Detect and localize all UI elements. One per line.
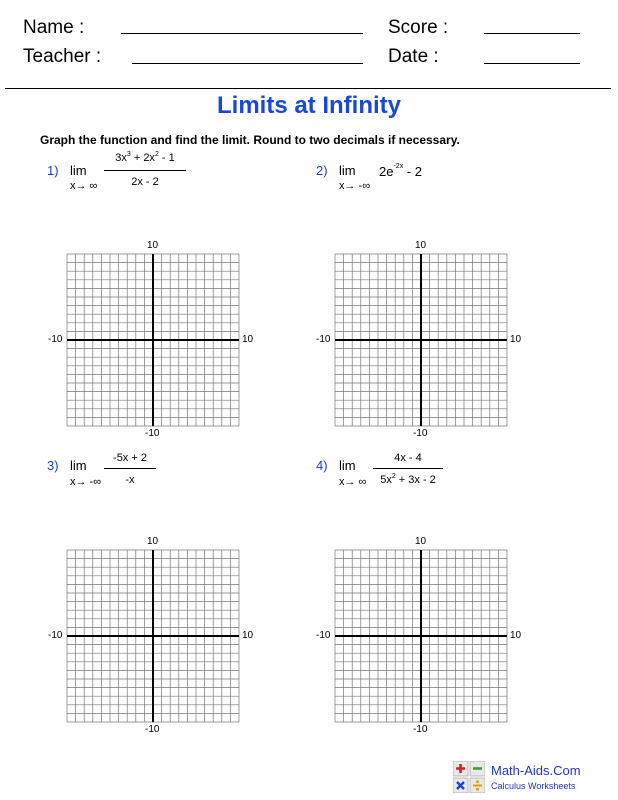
numerator: $3x^3 + 2x^2 - 1$: [115, 151, 175, 164]
problem-number: 2): [316, 163, 328, 178]
name-label: Name :: [23, 17, 85, 38]
header-separator: [5, 88, 611, 89]
expression: $2e^{-2x} - 2$: [379, 163, 422, 179]
grid-label-bottom: -10: [145, 428, 160, 439]
fraction-bar: [104, 170, 186, 171]
grid-label-top: 10: [415, 240, 427, 251]
denominator: $5x^2 + 3x - 2$: [380, 473, 436, 486]
name-line: [121, 33, 363, 34]
grid-label-right: 10: [242, 334, 254, 345]
lim-label: lim: [339, 163, 356, 178]
footer-site: Math-Aids.Com: [491, 763, 581, 778]
grid-label-right: 10: [510, 630, 522, 641]
page-title: Limits at Infinity: [216, 92, 401, 119]
lim-label: lim: [70, 458, 87, 473]
date-label: Date :: [388, 46, 439, 67]
grid-label-right: 10: [242, 630, 254, 641]
grid-label-bottom: -10: [413, 724, 428, 735]
grid-label-left: -10: [316, 630, 331, 641]
teacher-label: Teacher :: [23, 46, 102, 67]
denominator: 2x - 2: [131, 176, 159, 188]
date-line: [484, 63, 580, 64]
lim-subscript: x→ -∞: [339, 180, 371, 192]
teacher-line: [132, 63, 363, 64]
denominator: -x: [125, 474, 135, 486]
grid-label-top: 10: [415, 536, 427, 547]
fraction-bar: [104, 468, 156, 469]
grid-label-bottom: -10: [413, 428, 428, 439]
grid-label-left: -10: [316, 334, 331, 345]
grid-label-bottom: -10: [145, 724, 160, 735]
lim-subscript: x→ ∞: [70, 180, 98, 192]
lim-label: lim: [70, 163, 87, 178]
grid-label-top: 10: [147, 536, 159, 547]
grid-label-left: -10: [48, 630, 63, 641]
score-label: Score :: [388, 17, 449, 38]
math-aids-logo-icon: [453, 761, 485, 798]
grid-label-right: 10: [510, 334, 522, 345]
instructions: Graph the function and find the limit. Round to two decimals if necessary.: [40, 133, 460, 147]
numerator: 4x - 4: [394, 452, 422, 464]
problem-number: 3): [47, 458, 59, 473]
lim-label: lim: [339, 458, 356, 473]
numerator: -5x + 2: [113, 452, 147, 464]
fraction-bar: [373, 468, 443, 469]
grid-label-left: -10: [48, 334, 63, 345]
footer-subtitle: Calculus Worksheets: [491, 781, 576, 791]
problem-number: 4): [316, 458, 328, 473]
grid-label-top: 10: [147, 240, 159, 251]
lim-subscript: x→ ∞: [339, 476, 367, 488]
lim-subscript: x→ -∞: [70, 476, 102, 488]
problem-number: 1): [47, 163, 59, 178]
score-line: [484, 33, 580, 34]
